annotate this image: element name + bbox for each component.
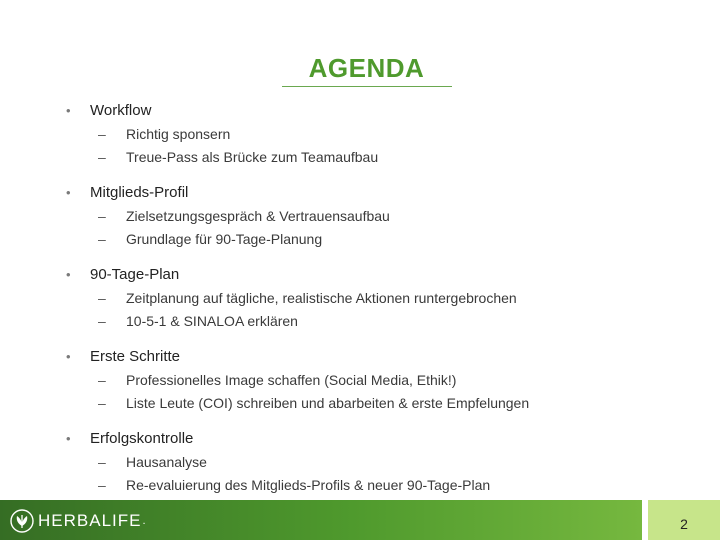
agenda-subitem-text: Treue-Pass als Brücke zum Teamaufbau bbox=[126, 149, 379, 165]
agenda-subitem-text: Re-evaluierung des Mitglieds-Profils & neuer 90-Tage-Plan bbox=[126, 477, 491, 493]
agenda-heading: Workflow bbox=[90, 102, 152, 119]
dash-icon: – bbox=[98, 290, 106, 306]
agenda-subitem-text: Hausanalyse bbox=[126, 454, 207, 470]
agenda-heading: 90-Tage-Plan bbox=[90, 266, 180, 283]
dash-icon: – bbox=[98, 313, 106, 329]
agenda-item bbox=[66, 348, 706, 372]
agenda-section bbox=[66, 184, 706, 254]
agenda-heading: Erste Schritte bbox=[90, 348, 181, 365]
logo-wordmark-dot: . bbox=[142, 515, 147, 527]
agenda-subitem bbox=[66, 231, 706, 254]
agenda-subitem bbox=[66, 126, 706, 149]
herbalife-leaf-icon bbox=[10, 509, 34, 533]
agenda-item bbox=[66, 430, 706, 454]
agenda-subitem bbox=[66, 454, 706, 477]
page-number: 2 bbox=[680, 516, 688, 532]
agenda-subitem bbox=[66, 372, 706, 395]
title-underline bbox=[282, 86, 452, 87]
bullet-icon: • bbox=[66, 349, 71, 364]
agenda-section bbox=[66, 348, 706, 418]
logo-wordmark: HERBALIFE bbox=[38, 511, 142, 530]
agenda-heading: Erfolgskontrolle bbox=[90, 430, 194, 447]
agenda-item bbox=[66, 184, 706, 208]
agenda-subitem bbox=[66, 313, 706, 336]
agenda-heading: Mitglieds-Profil bbox=[90, 184, 189, 201]
agenda-subitem-text: 10-5-1 & SINALOA erklären bbox=[126, 313, 298, 329]
agenda-subitem-text: Professionelles Image schaffen (Social Media, Ethik!) bbox=[126, 372, 457, 388]
bullet-icon: • bbox=[66, 267, 71, 282]
agenda-subitem bbox=[66, 208, 706, 231]
agenda-subitem-text: Richtig sponsern bbox=[126, 126, 231, 142]
dash-icon: – bbox=[98, 372, 106, 388]
dash-icon: – bbox=[98, 231, 106, 247]
agenda-subitem-text: Zeitplanung auf tägliche, realistische Aktionen runtergebrochen bbox=[126, 290, 517, 306]
dash-icon: – bbox=[98, 454, 106, 470]
page-number-box bbox=[648, 500, 720, 540]
agenda-subitem bbox=[66, 395, 706, 418]
bullet-icon: • bbox=[66, 185, 71, 200]
page-title: AGENDA bbox=[308, 53, 425, 83]
bullet-icon: • bbox=[66, 103, 71, 118]
agenda-list bbox=[66, 102, 706, 512]
agenda-subitem bbox=[66, 477, 706, 500]
dash-icon: – bbox=[98, 126, 106, 142]
agenda-subitem-text: Liste Leute (COI) schreiben und abarbeiten & erste Empfelungen bbox=[126, 395, 530, 411]
agenda-section bbox=[66, 266, 706, 336]
agenda-subitem bbox=[66, 290, 706, 313]
agenda-item bbox=[66, 266, 706, 290]
dash-icon: – bbox=[98, 149, 106, 165]
bullet-icon: • bbox=[66, 431, 71, 446]
agenda-subitem-text: Grundlage für 90-Tage-Planung bbox=[126, 231, 323, 247]
agenda-section bbox=[66, 102, 706, 172]
dash-icon: – bbox=[98, 208, 106, 224]
agenda-section bbox=[66, 430, 706, 500]
agenda-subitem bbox=[66, 149, 706, 172]
agenda-subitem-text: Zielsetzungsgespräch & Vertrauensaufbau bbox=[126, 208, 390, 224]
dash-icon: – bbox=[98, 395, 106, 411]
dash-icon: – bbox=[98, 477, 106, 493]
herbalife-logo bbox=[10, 508, 147, 534]
agenda-item bbox=[66, 102, 706, 126]
